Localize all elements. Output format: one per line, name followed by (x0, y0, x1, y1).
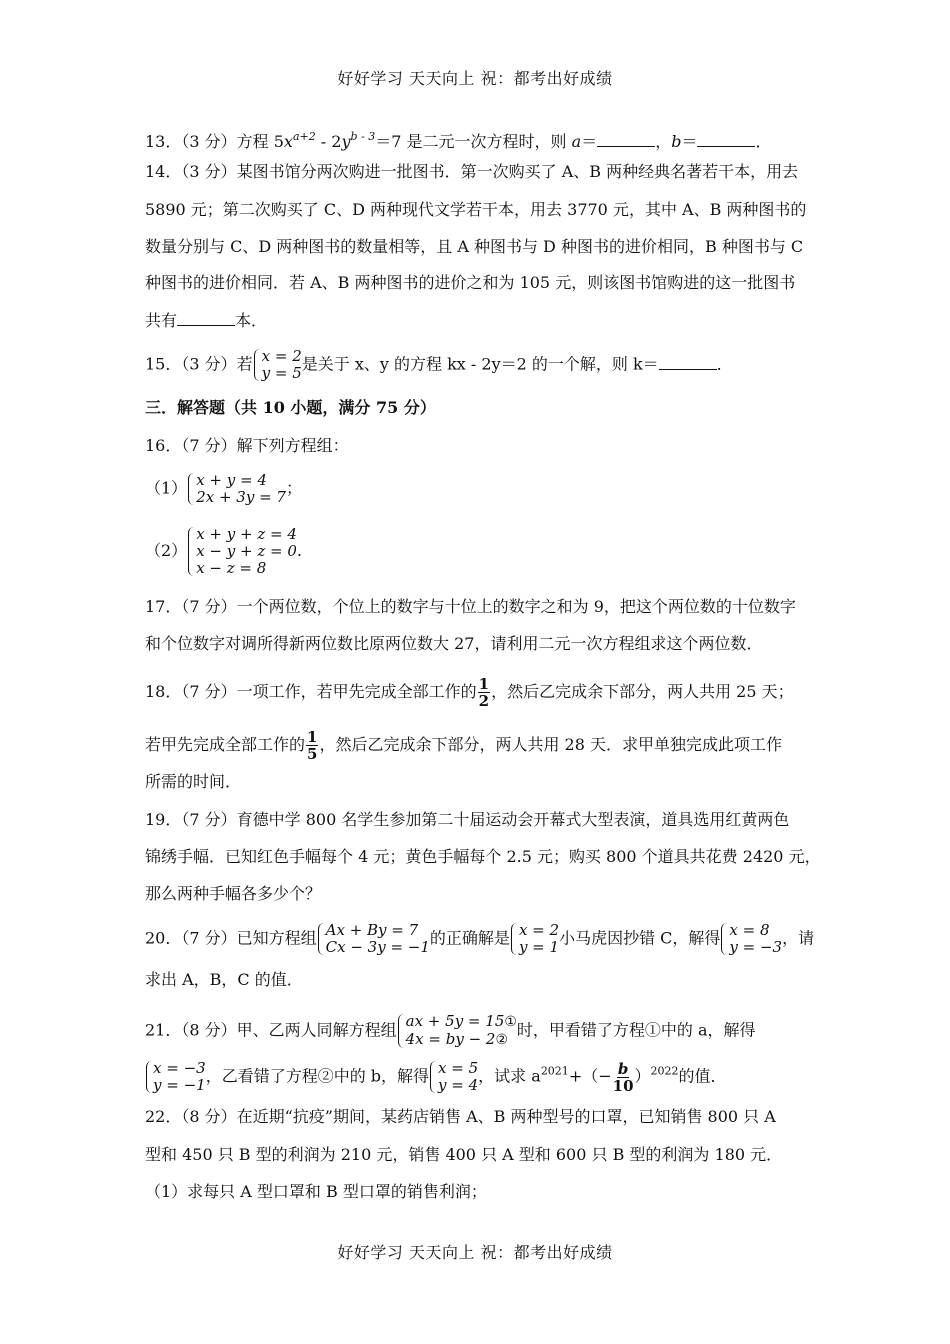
question-21-line-1: 21．（8 分）甲、乙两人同解方程组 ax + 5y = 15① 4x = by − 2② 时，甲看错了方程①中的 a，解得 (145, 1012, 756, 1048)
question-16-part-2: （2） x + y + z = 4 x − y + z = 0 x − z = 8 . (145, 525, 302, 577)
q13-text: 13．（3 分）方程 5 (145, 132, 284, 151)
section-title: 三．解答题（共 10 小题，满分 75 分） (145, 398, 436, 417)
question-14-line-4: 种图书的进价相同．若 A、B 两种图书的进价之和为 105 元，则该图书馆购进的这一批图书 (145, 273, 796, 292)
question-20-line-1: 20．（7 分）已知方程组 Ax + By = 7 Cx − 3y = −1 的正确解是 x = 2 y = 1 小马虎因抄错 C，解得 x = 8 y = −3 ，请 (145, 921, 815, 956)
equation-system: x + y = 4 2x + 3y = 7 (187, 472, 286, 506)
question-14-line-3: 数量分别与 C、D 两种图书的数量相等，且 A 种图书与 D 种图书的进价相同，B 种图书与 C (145, 237, 804, 256)
page-footer: 好好学习 天天向上 祝：都考出好成绩 (337, 1243, 613, 1262)
question-14-line-1: 14．（3 分）某图书馆分两次购进一批图书．第一次购买了 A、B 两种经典名著若干本，用去 (145, 162, 799, 181)
answer-blank (659, 355, 717, 370)
fraction: $\frac{1}{2}$ (478, 675, 490, 710)
question-22-line-2: 型和 450 只 B 型的利润为 210 元，销售 400 只 A 型和 600 只 B 型的利润为 180 元． (145, 1145, 783, 1164)
equation-system: x + y + z = 4 x − y + z = 0 x − z = 8 (187, 526, 297, 577)
question-17-line-1: 17．（7 分）一个两位数，个位上的数字与十位上的数字之和为 9，把这个两位数的十位数字 (145, 597, 796, 616)
question-13: 13．（3 分）方程 $5x^{a+2} - 2y^{b - 3}=7$ 是二元一次方程时，则 a＝ ，b＝ ． (145, 130, 772, 151)
equation-system: x = 8 y = −3 (720, 922, 782, 956)
question-19-line-1: 19．（7 分）育德中学 800 名学生参加第二十届运动会开幕式大型表演，道具选用红黄两色 (145, 810, 790, 829)
question-14-line-5: 共有 本． (145, 311, 268, 330)
question-16-part-1: （1） x + y = 4 2x + 3y = 7 ； (145, 471, 302, 506)
question-19-line-2: 锦绣手幅．已知红色手幅每个 4 元；黄色手幅每个 2.5 元；购买 800 个道具共花费 2420 元， (145, 847, 821, 866)
question-20-line-2: 求出 A，B，C 的值． (145, 970, 303, 989)
equation-system: x = 2 y = 5 (253, 348, 302, 382)
question-18-line-2: 若甲先完成全部工作的 $\frac{1}{5}$ ，然后乙完成余下部分，两人共用 28 天．求甲单独完成此项工作 (145, 728, 782, 763)
question-22-line-1: 22．（8 分）在近期“抗疫”期间，某药店销售 A、B 两种型号的口罩，已知销售 800 只 A (145, 1107, 776, 1126)
answer-blank (697, 132, 755, 147)
question-21-line-2: x = −3 y = −1 ，乙看错了方程②中的 b，解得 x = 5 y = 4 ，试求 $a^{2021}+(-$ $\frac{b}{10}$ ）$^{2022}$的值． (145, 1060, 727, 1094)
equation-system: x = −3 y = −1 (145, 1060, 206, 1094)
question-14-line-2: 5890 元；第二次购买了 C、D 两种现代文学若干本，用去 3770 元，其中 A、B 两种图书的 (145, 200, 807, 219)
answer-blank (597, 132, 655, 147)
answer-blank (177, 311, 235, 326)
page-header: 好好学习 天天向上 祝：都考出好成绩 (337, 69, 613, 88)
equation-system: ax + 5y = 15① 4x = by − 2② (397, 1013, 517, 1049)
question-17-line-2: 和个位数字对调所得新两位数比原两位数大 27，请利用二元一次方程组求这个两位数． (145, 634, 763, 653)
equation-system: x = 5 y = 4 (429, 1060, 478, 1094)
question-19-line-3: 那么两种手幅各多少个？ (145, 884, 322, 903)
question-22-line-3: （1）求每只 A 型口罩和 B 型口罩的销售利润； (145, 1182, 487, 1201)
question-18-line-3: 所需的时间． (145, 772, 242, 791)
fraction: $\frac{1}{5}$ (307, 728, 318, 763)
fraction: $\frac{b}{10}$ (612, 1059, 634, 1095)
equation-system: Ax + By = 7 Cx − 3y = −1 (317, 922, 430, 956)
question-15: 15．（3 分）若 x = 2 y = 5 是关于 x、y 的方程 kx - 2y＝2 的一个解，则 k＝ ． (145, 347, 733, 382)
equation-system: x = 2 y = 1 (510, 922, 559, 956)
question-18-line-1: 18．（7 分）一项工作，若甲先完成全部工作的 $\frac{1}{2}$ ，然后乙完成余下部分，两人共用 25 天； (145, 675, 794, 710)
question-16-title: 16．（7 分）解下列方程组： (145, 436, 349, 455)
